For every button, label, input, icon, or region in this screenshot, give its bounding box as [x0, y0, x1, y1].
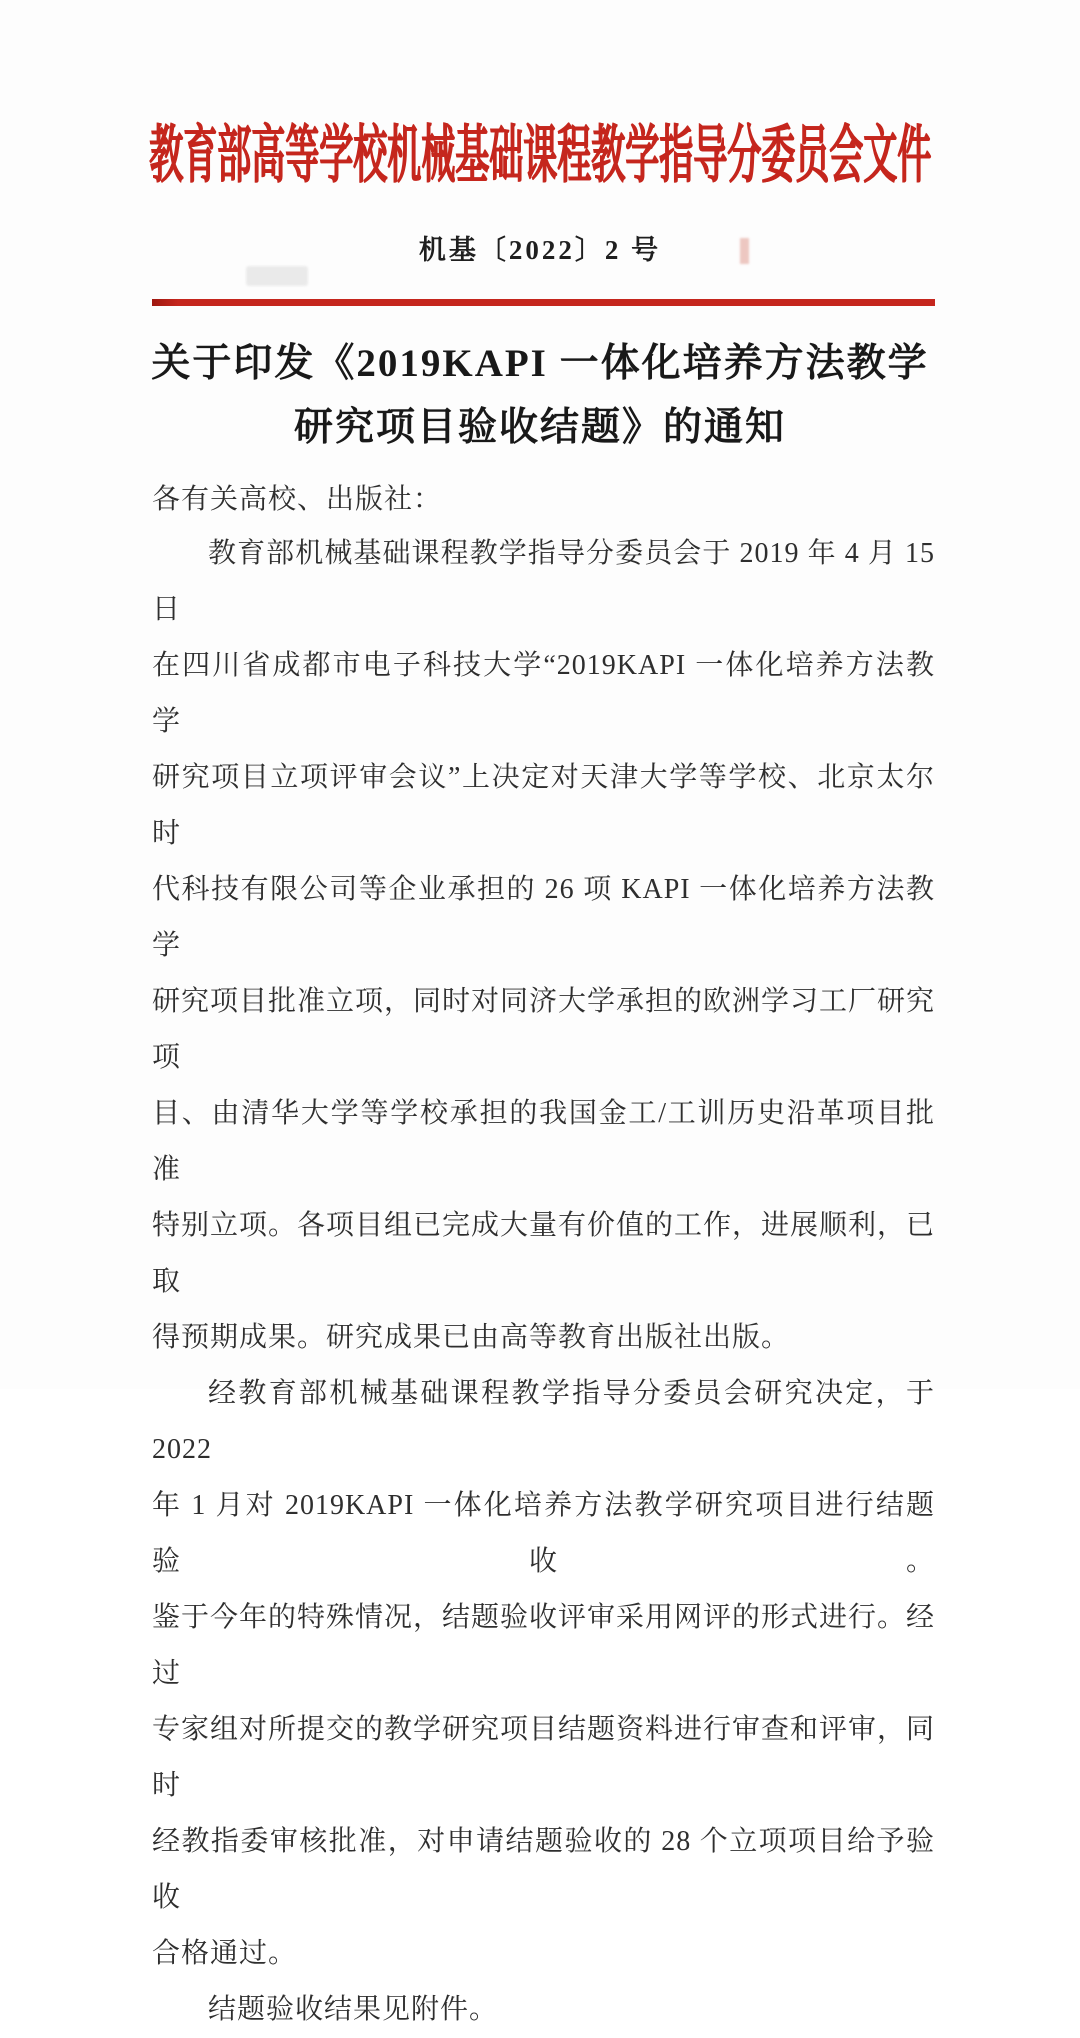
salutation: 各有关高校、出版社：: [152, 484, 443, 515]
paragraph-2: [152, 1366, 935, 1982]
body-line: 研究项目立项评审会议”上决定对天津大学等学校、北京太尔时: [152, 762, 935, 849]
document-title: [120, 332, 960, 460]
red-divider-line: [152, 299, 935, 306]
body-line: 年 1 月对 2019KAPI 一体化培养方法教学研究项目进行结题验收。: [152, 1490, 935, 1577]
paragraph-1: [152, 526, 935, 1366]
scan-artifact-red: [740, 238, 749, 264]
body-line: 代科技有限公司等企业承担的 26 项 KAPI 一体化培养方法教学: [152, 874, 935, 961]
red-letterhead-title: 教育部高等学校机械基础课程教学指导分委员会文件: [149, 122, 931, 192]
body-line: 经教指委审核批准，对申请结题验收的 28 个立项项目给予验收: [152, 1826, 935, 1913]
body-line: 特别立项。各项目组已完成大量有价值的工作，进展顺利，已取: [152, 1210, 936, 1297]
body-line: 经教育部机械基础课程教学指导分委员会研究决定，于 2022: [152, 1378, 935, 1465]
body-line: 结题验收结果见附件。: [208, 1994, 499, 2025]
body-line: 目、由清华大学等学校承担的我国金工/工训历史沿革项目批准: [152, 1098, 935, 1185]
body-line: 得预期成果。研究成果已由高等教育出版社出版。: [152, 1322, 791, 1353]
scan-artifact-gray: [246, 266, 308, 286]
title-line-1: 关于印发《2019KAPI 一体化培养方法教学: [151, 342, 929, 385]
body-line: 鉴于今年的特殊情况，结题验收评审采用网评的形式进行。经过: [152, 1602, 936, 1689]
body-line: 合格通过。: [152, 1938, 298, 1969]
body-line: 在四川省成都市电子科技大学“2019KAPI 一体化培养方法教学: [152, 650, 935, 737]
body-line: 教育部机械基础课程教学指导分委员会于 2019 年 4 月 15 日: [152, 538, 935, 625]
document-number: 机基〔2022〕2 号: [418, 235, 662, 265]
paragraph-3: [152, 1982, 935, 2038]
body-line: 专家组对所提交的教学研究项目结题资料进行审查和评审，同时: [152, 1714, 936, 1801]
document-body: [152, 474, 935, 2038]
body-line: 研究项目批准立项，同时对同济大学承担的欧洲学习工厂研究项: [152, 986, 936, 1073]
title-line-2: 研究项目验收结题》的通知: [293, 406, 786, 449]
